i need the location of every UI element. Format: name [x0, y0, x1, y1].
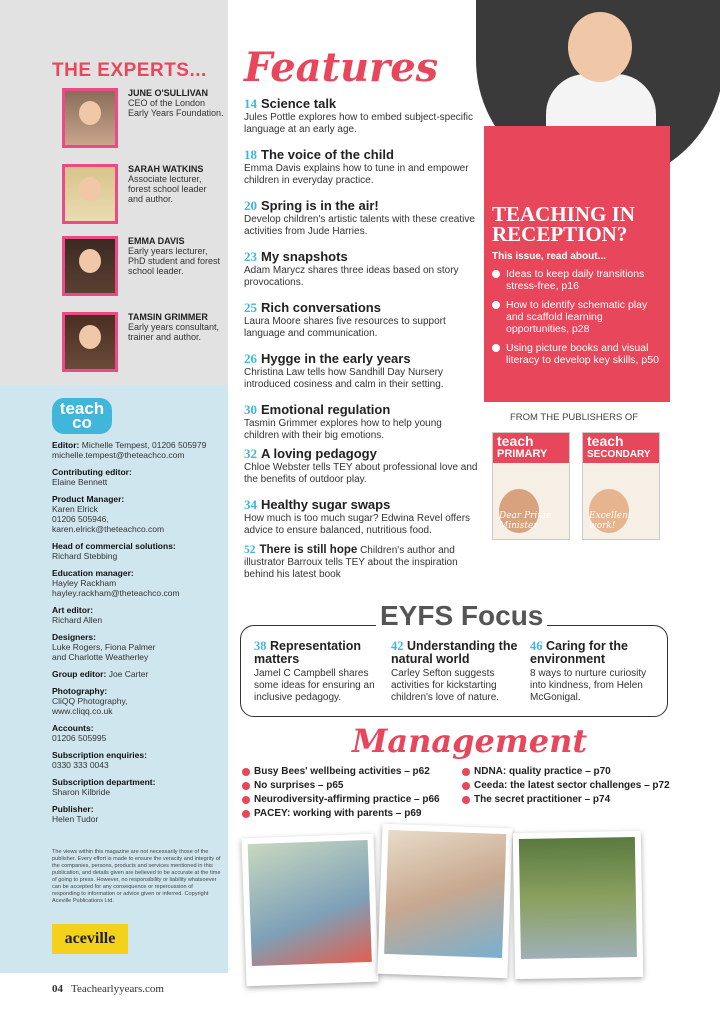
expert-june — [62, 88, 222, 154]
publishers-label: FROM THE PUBLISHERS OF — [510, 412, 639, 423]
photo-child-puddle — [513, 831, 644, 979]
management-item: The secret practitioner – p74 — [462, 794, 610, 806]
reception-title: TEACHING IN — [492, 202, 635, 226]
features-title: Features — [244, 44, 439, 91]
page-footer — [52, 983, 164, 995]
expert-sarah — [62, 164, 222, 230]
management-item: No surprises – p65 — [242, 780, 343, 792]
teach-primary-cover: teach PRIMARY Dear Prime Minister — [492, 432, 570, 540]
reception-panel: TEACHING IN RECEPTION? This issue, read about... Ideas to keep daily transitions stress-free, p16 How to identify schematic play and scaffold learning opportunities, p28 Using picture books and visual literacy to develop key skills, p50 — [484, 126, 670, 402]
expert-name: EMMA DAVIS — [128, 236, 185, 246]
reception-item: How to identify schematic play and scaffold learning opportunities, p28 — [492, 299, 664, 335]
feature-item: 20 Spring is in the air! Develop children's artistic talents with these creative activities from Jude Harries. — [244, 198, 475, 237]
feature-item: 26 Hygge in the early years Christina Law tells how Sandhill Day Nursery introduced cosiness and calm in their setting. — [244, 351, 444, 390]
expert-photo — [62, 312, 118, 372]
expert-desc: Early years lecturer, PhD student and forest school leader. — [128, 246, 221, 276]
feature-item: 18 The voice of the child Emma Davis explains how to tune in and empower children in everyday practice. — [244, 147, 469, 186]
feature-item: 25 Rich conversations Laura Moore shares five resources to support language and communication. — [244, 300, 446, 339]
eyfs-item: 42 Understanding the natural world Carley Sefton suggests activities for kickstarting children's love of nature. — [391, 639, 518, 703]
expert-tamsin — [62, 312, 222, 378]
eyfs-item: 38 Representation matters Jamel C Campbell shares some ideas for ensuring an inclusive pedagogy. — [254, 639, 375, 703]
photo-child-glasses — [377, 824, 512, 978]
reception-item: Using picture books and visual literacy to develop key skills, p50 — [492, 342, 664, 366]
management-item: Neurodiversity-affirming practice – p66 — [242, 794, 440, 806]
management-item: Busy Bees' wellbeing activities – p62 — [242, 766, 430, 778]
teachco-logo: teach co — [52, 398, 112, 434]
site-url: Teachearlyyears.com — [71, 983, 164, 995]
eyfs-item: 46 Caring for the environment 8 ways to nurture curiosity into kindness, from Helen McGonigal. — [530, 639, 647, 703]
feature-item: 30 Emotional regulation Tasmin Grimmer explores how to help young children with their big emotions. — [244, 402, 442, 441]
feature-item: 34 Healthy sugar swaps How much is too much sugar? Edwina Revel offers advice to ensure balanced, nutritious food. — [244, 497, 471, 536]
photo-child-playing — [241, 834, 378, 987]
expert-name: SARAH WATKINS — [128, 164, 204, 174]
management-item: PACEY: working with parents – p69 — [242, 808, 421, 820]
staff-list: Editor: Michelle Tempest, 01206 505979 michelle.tempest@theteachco.com Contributing editor: Elaine Bennett Product Manager: Karen Elrick 01206 505946, karen.elrick@theteachco.com Head of commercial solutions: Richard Stebbing Education manager: Hayley Rackham hayley.rackham@theteachco.com Art editor: Richard Allen Designers: Luke Rogers, Fiona Palmer and Charlotte Weatherley Group editor: Joe Carter Photography: CliQQ Photography, www.cliqq.co.uk Accounts: 01206 505995 Subscription enquiries: 0330 333 0043 Subscription department: Sharon Kilbride Publisher: Helen Tudor — [52, 440, 207, 824]
expert-desc: Early years consultant, trainer and author. — [128, 322, 220, 342]
management-item: Ceeda: the latest sector challenges – p72 — [462, 780, 670, 792]
feature-item: 23 My snapshots Adam Marycz shares three ideas based on story provocations. — [244, 249, 459, 288]
feature-item: 52 There is still hope Children's author and illustrator Barroux tells TEY about the inspiration behind his latest book — [244, 544, 458, 580]
disclaimer: The views within this magazine are not necessarily those of the publisher. Every effort is made to ensure the veracity and integrity of the companies, persons, products and services mentioned in this publication, and details given are believed to be accurate at the time of going to press. However, no responsibility or liability whatsoever can be accepted for any consequence or repercussion of responding to information or advice given or inferred. Copyright Aceville Publications Ltd. — [52, 849, 221, 904]
expert-desc: CEO of the London Early Years Foundation. — [128, 98, 224, 118]
feature-item: 32 A loving pedagogy Chloe Webster tells TEY about professional love and the benefits of outdoor play. — [244, 446, 478, 485]
expert-photo — [62, 164, 118, 224]
expert-photo — [62, 88, 118, 148]
eyfs-title: EYFS Focus — [376, 600, 547, 632]
reception-item: Ideas to keep daily transitions stress-free, p16 — [492, 268, 664, 292]
aceville-logo: aceville — [52, 924, 128, 954]
expert-name: TAMSIN GRIMMER — [128, 312, 208, 322]
expert-emma — [62, 236, 222, 302]
expert-photo — [62, 236, 118, 296]
page-number: 04 — [52, 983, 63, 995]
feature-item: 14 Science talk Jules Pottle explores how to embed subject-specific language at an early age. — [244, 96, 474, 135]
expert-desc: Associate lecturer, forest school leader and author. — [128, 174, 207, 204]
experts-title: THE EXPERTS... — [52, 60, 207, 81]
reception-subtitle: This issue, read about... — [492, 251, 606, 262]
management-item: NDNA: quality practice – p70 — [462, 766, 611, 778]
editor-email: michelle.tempest@theteachco.com — [52, 450, 185, 460]
expert-name: JUNE O'SULLIVAN — [128, 88, 208, 98]
management-title: Management — [352, 722, 588, 760]
teach-secondary-cover: teach SECONDARY Excellent work! — [582, 432, 660, 540]
